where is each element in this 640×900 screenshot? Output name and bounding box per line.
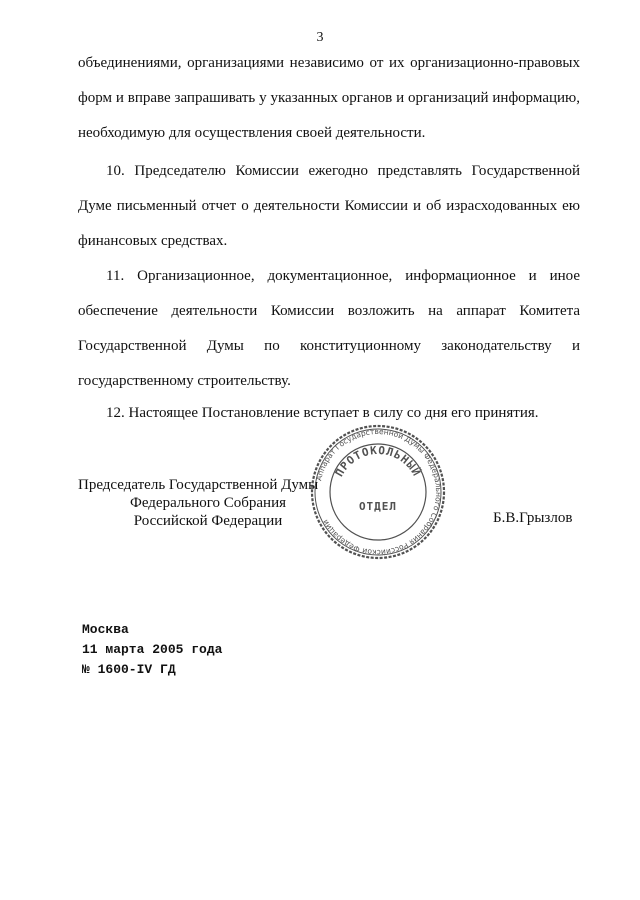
page-number: 3 [316, 30, 324, 45]
document-footer [82, 620, 222, 680]
stamp-inner-top-text: ПРОТОКОЛЬНЫЙ [332, 443, 424, 479]
footer-number: № 1600-IV ГД [82, 662, 176, 677]
signature-title [78, 476, 338, 530]
paragraph-10: 10. Председателю Комиссии ежегодно представлять Государственной Думе письменный отчет о деятельности Комиссии и об израсходованных ею финансовых средствах. [78, 163, 580, 249]
signature-title-line-1: Председатель Государственной Думы [78, 477, 319, 493]
stamp-outer-text: Аппарат Государственной Думы Федерального Собрания Российской Федерации [314, 426, 444, 558]
paragraph-12: 12. Настоящее Постановление вступает в силу со дня его принятия. [106, 405, 539, 421]
signature-title-line-3: Российской Федерации [133, 513, 283, 529]
official-stamp [308, 422, 448, 562]
footer-date: 11 марта 2005 года [82, 642, 223, 657]
signature-title-line-2: Федерального Собрания [129, 495, 287, 511]
paragraph-11: 11. Организационное, документационное, информационное и иное обеспечение деятельности Комиссии возложить на аппарат Комитета Государственной Думы по конституционному законодательству и государственному строительству. [78, 268, 580, 389]
paragraph-continuation: объединениями, организациями независимо от их организационно-правовых форм и вправе запрашивать у указанных органов и организаций информацию, необходимую для осуществления своей деятельности. [78, 55, 580, 141]
footer-city: Москва [82, 622, 129, 637]
signatory-name: Б.В.Грызлов [493, 510, 573, 526]
stamp-inner-bottom-text: ОТДЕЛ [358, 500, 398, 513]
